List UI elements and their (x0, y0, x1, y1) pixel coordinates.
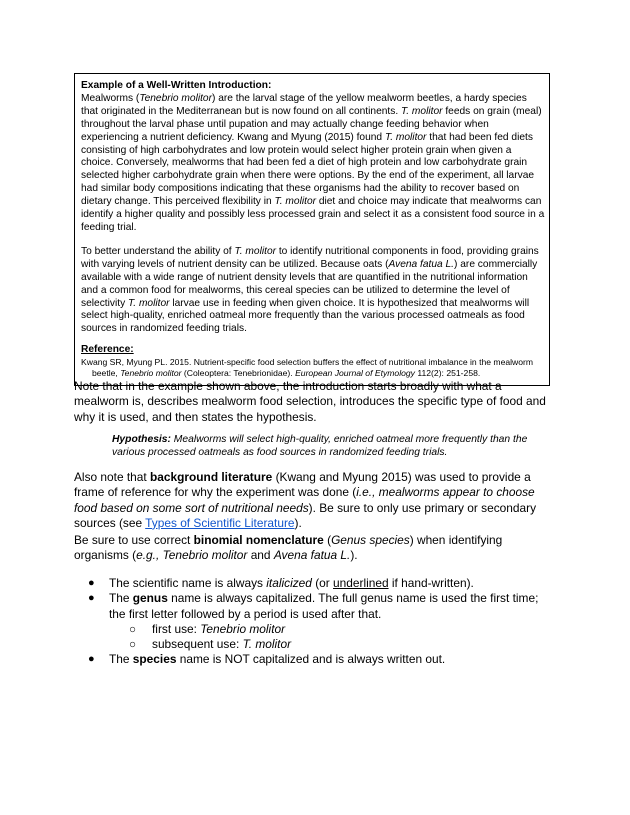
text-run: ) are commercially available with a wide range of nutrient density levels that are quantified in the nutritional information and a common food for mealworms, this cereal species can be utilized to determine the level of selectivity (81, 258, 538, 309)
text-run: (or (311, 576, 334, 590)
example-paragraph-1 (81, 93, 545, 235)
text-run: The (109, 591, 133, 606)
hypothesis-block (112, 433, 532, 459)
text-run: Avena fatua L. (388, 258, 455, 270)
text-run: background literature (150, 470, 273, 484)
text-run: ( (323, 533, 332, 547)
text-run: subsequent use: (152, 637, 243, 652)
text-run: Kwang SR, Myung PL. 2015. Nutrient-specific food selection buffers the effect of nutritional imbalance in the mealworm beetle, (81, 357, 534, 379)
text-run: name is always capitalized. The full genus name is used the first time; the first letter followed by a period is used after that. (109, 591, 539, 621)
rules-list-block (74, 576, 558, 668)
text-run: feeds on grain (meal) throughout the larval phase until pupation and may actually change feeding behavior when experiencing a nutrient deficiency. Kwang and Myung (2015) found (81, 105, 542, 143)
list-item (74, 591, 558, 652)
bullet-icon: ● (88, 653, 95, 666)
sub-list-item-text (152, 622, 285, 636)
sub-list-item (129, 637, 558, 652)
nomenclature-paragraph (74, 533, 558, 564)
bullet-icon: ● (88, 592, 95, 605)
text-run: T. molitor (234, 245, 276, 257)
text-run: ). (350, 548, 358, 563)
text-run: T. molitor (400, 105, 443, 117)
text-run: The scientific name is always (109, 576, 267, 590)
text-run: Tenebrio molitor (200, 621, 286, 636)
text-run: ) are the larval stage of the yellow mealworm beetles, a hardy species that originated in the Mediterranean but is now found on all continents. (81, 92, 527, 117)
text-run: to identify nutritional components in food, providing grains with varying levels of nutrient density can be utilized. Because oats ( (81, 245, 539, 270)
note-paragraph: Note that in the example shown above, the introduction starts broadly with what a mealworm is, describes mealworm food selection, introduces the specific type of food and why it is used, and then states the hypothesis. (74, 379, 546, 424)
text-run: i.e., mealworms appear to choose food based on some sort of nutritional needs (74, 485, 535, 515)
sub-list-item (129, 622, 558, 637)
text-run: underlined (333, 576, 389, 590)
list-item (74, 576, 558, 591)
text-run: T. molitor (128, 297, 170, 309)
nomenclature-paragraph-block (74, 533, 558, 564)
text-run: first use: (152, 621, 201, 636)
background-paragraph-block (74, 470, 558, 531)
text-run: if hand-written). (388, 576, 474, 590)
text-run: Also note that (74, 470, 151, 484)
scientific-literature-link[interactable]: Types of Scientific Literature (145, 515, 295, 530)
bullet-icon: ● (88, 577, 95, 589)
text-run: Mealworms ( (81, 92, 140, 104)
text-run: ) when identifying organisms ( (74, 533, 503, 563)
text-run: ). Be sure to only use primary or secondary sources (see (74, 500, 537, 530)
text-run: Avena fatua L. (273, 548, 351, 563)
text-run: T. molitor (242, 637, 292, 652)
text-run: To better understand the ability of (81, 245, 235, 257)
hypothesis-text: Mealworms will select high-quality, enriched oatmeal more frequently than the various processed oatmeals as food sources in randomized feeding trials. (112, 434, 528, 459)
example-box-title: Example of a Well-Written Introduction: (81, 80, 272, 91)
list-item-text (109, 652, 445, 666)
text-run: name is NOT capitalized and is always written out. (176, 652, 446, 667)
text-run: larvae use in feeding when given choice. It is hypothesized that mealworms will select high-quality, enriched oatmeal more frequently than the various processed oatmeals as food sources in randomized feeding trials. (81, 297, 530, 335)
example-paragraph-2 (81, 246, 545, 336)
text-run: species (132, 652, 177, 667)
sub-list-item-text (152, 637, 291, 651)
text-run: genus (132, 591, 168, 606)
text-run: e.g., Tenebrio molitor (136, 548, 248, 563)
list-item (74, 652, 558, 667)
text-run: ). (294, 515, 302, 530)
list-item-text (109, 591, 538, 620)
reference-heading: Reference: (81, 344, 134, 356)
text-run: T. molitor (384, 131, 427, 143)
hypothesis-label: Hypothesis: (112, 434, 171, 445)
text-run: Tenebrio molitor (120, 368, 182, 379)
example-introduction-box (74, 73, 550, 386)
nomenclature-rules-list (74, 576, 558, 668)
text-run: Be sure to use correct (74, 533, 194, 547)
text-run: (Coleoptera: Tenebrionidae). (181, 368, 296, 379)
sub-list (109, 622, 558, 653)
note-paragraph-block (74, 379, 558, 425)
text-run: European Journal of Etymology (295, 368, 415, 379)
text-run: italicized (266, 576, 312, 590)
text-run: T. molitor (274, 196, 316, 208)
text-run: Tenebrio molitor (139, 92, 212, 104)
hollow-bullet-icon: ○ (129, 621, 137, 636)
list-item-text (109, 576, 474, 590)
text-run: diet and choice may indicate that mealworms can identify a higher quality and possibly less processed grain and select it as a consistent food source in a feeding trial. (81, 196, 545, 233)
background-paragraph (74, 470, 558, 531)
hollow-bullet-icon: ○ (129, 637, 137, 652)
text-run: binomial nomenclature (193, 533, 324, 547)
text-run: that had been fed diets consisting of high carbohydrates and low protein would select higher protein grain when given a choice. Conversely, mealworms that had been fed a diet of high protein and low carbohydrate grain selected higher carbohydrate grain when there were options. By the end of the experiment, all larvae had similar body compositions indicating that these organisms had the ability to recover based on dietary change. This perceived flexibility in (81, 131, 535, 208)
reference-citation (81, 357, 545, 379)
text-run: 112(2): 251-258. (414, 368, 481, 379)
text-run: Genus species (331, 533, 410, 547)
text-run: and (247, 548, 274, 563)
text-run: (Kwang and Myung 2015) was used to provide a frame of reference for why the experiment was done ( (74, 470, 531, 500)
text-run: The (109, 652, 133, 667)
